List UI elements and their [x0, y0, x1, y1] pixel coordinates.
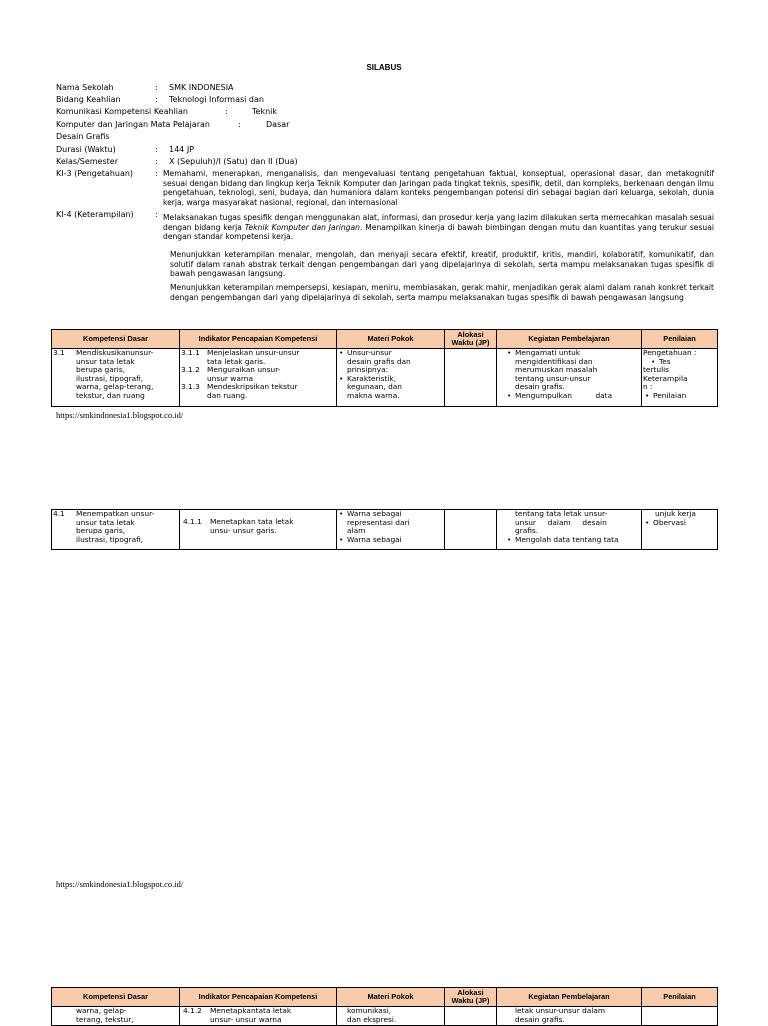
indikator-number: 3.1.3	[181, 382, 200, 392]
indikator-cell	[181, 1007, 335, 1025]
kd-line: berupa garis,	[76, 526, 126, 536]
indikator-number: 3.1.1	[181, 349, 200, 357]
kegiatan-line: • Mengolah data tentang tata	[515, 534, 619, 544]
kd-line: Menempatkan unsur-	[76, 510, 155, 518]
kegiatan-line: unsur dalam desain	[515, 517, 607, 527]
alokasi-cell	[445, 349, 497, 407]
indikator-line: unsur warna	[207, 373, 253, 383]
col-indikator: Indikator Pencapaian Kompetensi	[180, 988, 337, 1007]
kd-line: warna, gelap-	[76, 1007, 127, 1015]
materi-line: makna warna.	[347, 390, 400, 400]
materi-line: • Unsur-unsur	[347, 349, 392, 357]
col-alokasi-waktu	[445, 330, 497, 349]
penilaian-item	[653, 392, 716, 401]
syllabus-table-3	[51, 987, 718, 1026]
penilaian-line: unjuk kerja	[655, 510, 696, 518]
penilaian-line: • Tes	[659, 356, 671, 366]
desain-grafis: Desain Grafis	[56, 132, 110, 141]
label-bidang-keahlian: Bidang Keahlian	[56, 95, 121, 104]
label-kompetensi-keahlian: Komunikasi Kompetensi Keahlian	[56, 107, 188, 116]
kegiatan-line: desain grafis.	[515, 1014, 565, 1024]
kegiatan-cell	[501, 1007, 639, 1025]
col-alokasi-waktu	[445, 988, 497, 1007]
materi-cell	[339, 349, 442, 406]
kegiatan-cell	[501, 349, 639, 406]
colon: :	[155, 210, 158, 219]
label-mata-pelajaran: Komputer dan Jaringan Mata Pelajaran	[56, 120, 210, 129]
kd-line: warna, gelap-terang,	[76, 382, 154, 392]
kegiatan-line: mengidentifikasi dan	[515, 356, 593, 366]
col-kompetensi-dasar: Kompetensi Dasar	[52, 330, 180, 349]
materi-item	[347, 510, 442, 536]
materi-line: komunikasi,	[347, 1007, 392, 1015]
col-penilaian: Penilaian	[642, 988, 718, 1007]
kd-line: berupa garis,	[76, 365, 126, 375]
kegiatan-line: • Mengumpulkan data	[515, 390, 613, 400]
kegiatan-item	[515, 392, 639, 401]
kd-line: ilustrasi, tipografi,	[76, 534, 144, 544]
indikator-number: 4.1.2	[183, 1007, 202, 1015]
materi-item	[347, 536, 442, 545]
materi-line: desain grafis dan	[347, 356, 411, 366]
materi-line: representasi dari	[347, 517, 410, 527]
indikator-line: unsu- unsur garis.	[210, 525, 277, 535]
label-durasi: Durasi (Waktu)	[56, 145, 116, 154]
ki4-paragraph-2: Menunjukkan keterampilan menalar, mengolah, dan menyaji secara efektif, kreatif, produktif, kritis, mandiri, kolaboratif, komunikatif, dan solutif dalam ranah abstrak terkait dengan pengembangan dari yang dipelajarinya di sekolah, serta mampu melaksanakan tugas spesifik di bawah pengawasan langsung.	[170, 250, 714, 279]
penilaian-line: tertulis	[643, 365, 670, 375]
penilaian-cell	[643, 510, 716, 549]
penilaian-line: Keterampila	[643, 373, 688, 383]
indikator-line: Menetapkantata letak	[210, 1007, 292, 1015]
alokasi-cell	[445, 1007, 497, 1026]
indikator-line: Menguraikan unsur-	[207, 365, 281, 375]
col-kegiatan: Kegiatan Pembelajaran	[497, 330, 642, 349]
kegiatan-line: grafis.	[515, 526, 539, 536]
penilaian-line: n :	[643, 382, 653, 392]
footer-url[interactable]: https://smkindonesia1.blogspot.co.id/	[56, 879, 184, 889]
materi-line: • Karakteristik,	[347, 373, 397, 383]
indikator-number: 4.1.1	[183, 517, 202, 526]
syllabus-table-1	[51, 329, 718, 407]
materi-line: kegunaan, dan	[347, 382, 402, 392]
label-ki4: KI-4 (Keterampilan)	[56, 210, 134, 219]
kd-cell	[53, 510, 178, 549]
kd-line: Mendiskusikanunsur-	[76, 349, 154, 357]
materi-line: alam	[347, 526, 366, 536]
kd-line: terang, tekstur,	[76, 1014, 134, 1024]
ki4-p1-b: . Menampilkan kinerja di bawah bimbingan dengan mutu dan kuantitas yang terukur sesuai dengan standar kompetensi kerja.	[163, 222, 714, 242]
materi-line: dan ekspresi.	[347, 1014, 397, 1024]
colon: :	[155, 83, 158, 92]
ki4-paragraph-1	[163, 213, 714, 242]
page-title: SILABUS	[366, 63, 402, 72]
value-nama-sekolah: SMK INDONESIA	[169, 83, 234, 92]
penilaian-line: • Penilaian	[653, 390, 687, 400]
label-nama-sekolah: Nama Sekolah	[56, 83, 114, 92]
col-kompetensi-dasar: Kompetensi Dasar	[52, 988, 180, 1007]
kegiatan-line: desain grafis.	[515, 382, 565, 392]
materi-line: • Warna sebagai	[347, 534, 402, 544]
penilaian-item	[653, 519, 716, 528]
value-kompetensi-keahlian: Teknik	[252, 107, 278, 116]
kegiatan-line: letak unsur-unsur dalam	[515, 1007, 606, 1015]
footer-url[interactable]: https://smkindonesia1.blogspot.co.id/	[56, 410, 184, 420]
table-header	[52, 330, 718, 349]
penilaian-item	[659, 358, 716, 367]
indikator-line: tata letak garis.	[207, 356, 266, 366]
penilaian-line: Pengetahuan :	[643, 349, 697, 357]
table-row	[52, 349, 718, 407]
ki4-paragraph-3: Menunjukkan keterampilan mempersepsi, kesiapan, meniru, membiasakan, gerak mahir, menjadikan gerak alami dalam ranah konkret terkait dengan pengembangan dari yang dipelajarinya di sekolah, serta mampu melaksanakan tugas spesifik di bawah pengawasan langsung	[170, 283, 714, 302]
indikator-cell	[181, 510, 335, 549]
kd-cell	[53, 1007, 178, 1025]
kd-line: unsur tata letak	[76, 356, 135, 366]
col-alokasi-label: Alokasi Waktu (JP)	[451, 988, 490, 1005]
indikator-line: unsur- unsur warna	[210, 1014, 282, 1024]
materi-cell	[339, 510, 442, 549]
colon: :	[225, 107, 228, 116]
value-bidang-keahlian: Teknologi Informasi dan	[169, 95, 264, 104]
penilaian-line: • Obervasi	[653, 517, 686, 527]
materi-cell	[339, 1007, 442, 1025]
kd-line: tekstur, dan ruang	[76, 390, 145, 400]
ki3-text	[163, 169, 714, 207]
colon: :	[155, 169, 158, 178]
col-materi-pokok: Materi Pokok	[337, 988, 445, 1007]
materi-line: prinsipnya:	[347, 365, 389, 375]
indikator-line: Menjelaskan unsur-unsur	[207, 349, 300, 357]
alokasi-cell	[445, 510, 497, 550]
label-ki3: KI-3 (Pengetahuan)	[56, 169, 134, 178]
kegiatan-line: • Mengamati untuk	[515, 349, 581, 357]
ki4-p1-a: Melaksanakan tugas spesifik dengan menggunakan alat, informasi, dan prosedur kerja yang lazim dilakukan serta memecahkan masalah sesuai dengan bidang kerja	[163, 213, 714, 232]
kd-line: ilustrasi, tipografi,	[76, 373, 144, 383]
label-kelas: Kelas/Semester	[56, 157, 118, 166]
penilaian-cell	[642, 1007, 718, 1026]
kd-number: 4.1	[53, 510, 65, 518]
materi-item	[347, 375, 442, 401]
colon: :	[238, 120, 241, 129]
kegiatan-line: tentang tata letak unsur-	[515, 510, 608, 518]
col-alokasi-label: Alokasi Waktu (JP)	[451, 330, 490, 347]
kegiatan-line: tentang unsur-unsur	[515, 373, 591, 383]
kegiatan-item	[515, 536, 639, 545]
value-mata-pelajaran: Dasar	[266, 120, 290, 129]
ki3-text-content: Memahami, menerapkan, menganalisis, dan mengevaluasi tentang pengetahuan faktual, konseptual, operasional dasar, dan metakognitif sesuai dengan bidang dan lingkup kerja Teknik Komputer dan Jaringan pada tingkat teknis, spesifik, detil, dan kompleks, berkenaan dengan ilmu pengetahuan, teknologi, seni, budaya, dan humaniora dalam konteks pengembangan potensi diri sebagai bagian dari keluarga, sekolah, dunia kerja, warga masyarakat nasional, regional, dan internasional	[163, 169, 714, 207]
indikator-line: Menetapkan tata letak	[210, 517, 294, 526]
materi-item	[347, 349, 442, 375]
indikator-cell	[181, 349, 335, 406]
col-kegiatan: Kegiatan Pembelajaran	[497, 988, 642, 1007]
kd-number: 3.1	[53, 349, 65, 357]
col-materi-pokok: Materi Pokok	[337, 330, 445, 349]
ki4-p1-italic: Teknik Komputer dan Jaringan	[244, 222, 360, 232]
penilaian-cell	[643, 349, 716, 406]
col-indikator: Indikator Pencapaian Kompetensi	[180, 330, 337, 349]
kd-cell	[53, 349, 178, 406]
materi-line: • Warna sebagai	[347, 510, 402, 518]
table-row	[52, 510, 718, 550]
indikator-line: Mendeskripsikan tekstur	[207, 382, 298, 392]
table-header	[52, 988, 718, 1007]
colon: :	[155, 145, 158, 154]
indikator-number: 3.1.2	[181, 365, 200, 375]
table-row	[52, 1007, 718, 1026]
kegiatan-item	[515, 349, 639, 392]
col-penilaian: Penilaian	[642, 330, 718, 349]
value-kelas: X (Sepuluh)/I (Satu) dan II (Dua)	[169, 157, 298, 166]
indikator-line: dan ruang.	[207, 390, 248, 400]
kd-line: unsur tata letak	[76, 517, 135, 527]
kegiatan-line: merumuskan masalah	[515, 365, 598, 375]
syllabus-table-2	[51, 509, 718, 550]
kegiatan-cell	[501, 510, 639, 549]
value-durasi: 144 JP	[169, 145, 194, 154]
colon: :	[155, 157, 158, 166]
colon: :	[155, 95, 158, 104]
